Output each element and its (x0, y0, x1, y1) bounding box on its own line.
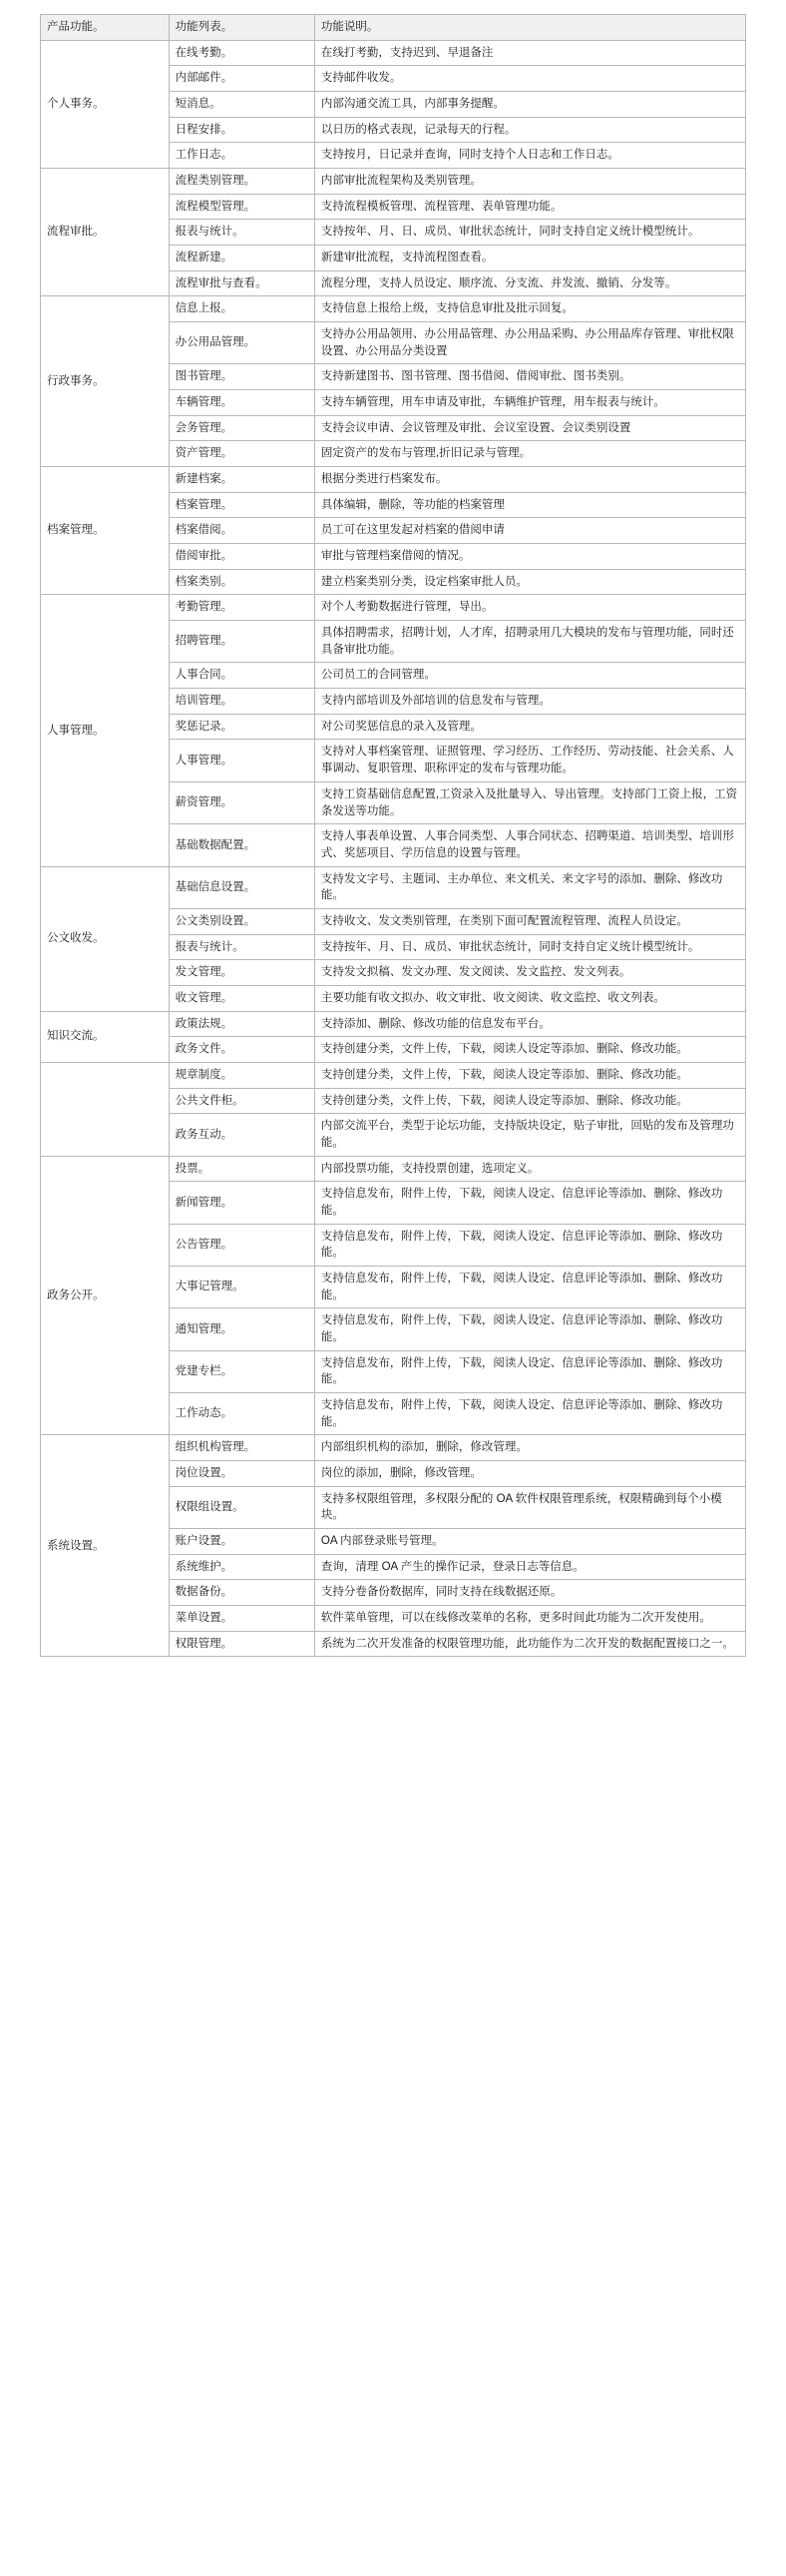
function-desc-cell: OA 内部登录账号管理。 (314, 1529, 745, 1555)
function-list-cell: 基础信息设置。 (169, 866, 314, 908)
function-desc-cell: 审批与管理档案借阅的情况。 (314, 544, 745, 570)
function-list-cell: 流程新建。 (169, 246, 314, 271)
function-desc-cell: 内部交流平台，类型于论坛功能，支持版块设定，贴子审批，回贴的发布及管理功能。 (314, 1114, 745, 1156)
function-desc-cell: 在线打考勤，支持迟到、早退备注 (314, 40, 745, 66)
function-desc-cell: 支持信息上报给上级，支持信息审批及批示回复。 (314, 296, 745, 322)
function-desc-cell: 支持邮件收发。 (314, 66, 745, 92)
function-desc-cell: 支持信息发布，附件上传，下载，阅读人设定、信息评论等添加、删除、修改功能。 (314, 1266, 745, 1307)
table-row (41, 1156, 746, 1182)
function-list-cell: 信息上报。 (169, 296, 314, 322)
function-desc-cell: 支持人事表单设置、人事合同类型、人事合同状态、招聘渠道、培训类型、培训形式、奖惩项目、学历信息的设置与管理。 (314, 824, 745, 866)
group-label: 系统设置。 (41, 1435, 170, 1657)
function-list-cell: 工作动态。 (169, 1392, 314, 1434)
table-row (41, 467, 746, 493)
function-desc-cell: 支持内部培训及外部培训的信息发布与管理。 (314, 689, 745, 715)
function-list-cell: 政务文件。 (169, 1037, 314, 1063)
function-list-cell: 菜单设置。 (169, 1606, 314, 1632)
function-list-cell: 新建档案。 (169, 467, 314, 493)
function-desc-cell: 具体编辑，删除，等功能的档案管理 (314, 492, 745, 518)
function-desc-cell: 支持创建分类，文件上传，下载，阅读人设定等添加、删除、修改功能。 (314, 1062, 745, 1088)
function-list-cell: 党建专栏。 (169, 1350, 314, 1392)
function-desc-cell: 以日历的格式表现，记录每天的行程。 (314, 117, 745, 143)
table-header (41, 15, 746, 41)
function-list-cell: 日程安排。 (169, 117, 314, 143)
function-desc-cell: 支持会议申请、会议管理及审批、会议室设置、会议类别设置 (314, 415, 745, 441)
function-desc-cell: 支持信息发布，附件上传，下载，阅读人设定、信息评论等添加、删除、修改功能。 (314, 1182, 745, 1224)
function-list-cell: 报表与统计。 (169, 220, 314, 246)
group-label (41, 1062, 170, 1156)
function-list-cell: 收文管理。 (169, 985, 314, 1011)
function-list-cell: 公共文件柜。 (169, 1088, 314, 1114)
table-header-row (41, 15, 746, 41)
function-desc-cell: 内部沟通交流工具，内部事务提醒。 (314, 92, 745, 118)
function-desc-cell: 员工可在这里发起对档案的借阅申请 (314, 518, 745, 544)
function-list-cell: 招聘管理。 (169, 621, 314, 663)
function-desc-cell: 支持发文字号、主题词、主办单位、来文机关、来文字号的添加、删除、修改功能。 (314, 866, 745, 908)
group-label: 个人事务。 (41, 40, 170, 168)
product-function-table (40, 14, 746, 1657)
function-desc-cell: 具体招聘需求，招聘计划，人才库，招聘录用几大模块的发布与管理功能，同时还具备审批功能。 (314, 621, 745, 663)
function-list-cell: 数据备份。 (169, 1580, 314, 1606)
function-list-cell: 公文类别设置。 (169, 908, 314, 934)
function-desc-cell: 支持信息发布，附件上传，下载，阅读人设定、信息评论等添加、删除、修改功能。 (314, 1392, 745, 1434)
function-list-cell: 在线考勤。 (169, 40, 314, 66)
function-list-cell: 基础数据配置。 (169, 824, 314, 866)
function-desc-cell: 支持创建分类，文件上传，下载，阅读人设定等添加、删除、修改功能。 (314, 1088, 745, 1114)
function-desc-cell: 支持按年、月、日、成员、审批状态统计，同时支持自定义统计模型统计。 (314, 934, 745, 960)
function-list-cell: 工作日志。 (169, 143, 314, 169)
function-list-cell: 报表与统计。 (169, 934, 314, 960)
function-list-cell: 岗位设置。 (169, 1460, 314, 1486)
function-list-cell: 档案借阅。 (169, 518, 314, 544)
table-row (41, 866, 746, 908)
function-desc-cell: 支持车辆管理，用车申请及审批，车辆维护管理，用车报表与统计。 (314, 390, 745, 416)
function-list-cell: 流程审批与查看。 (169, 270, 314, 296)
function-list-cell: 人事合同。 (169, 663, 314, 689)
function-list-cell: 组织机构管理。 (169, 1435, 314, 1461)
function-desc-cell: 内部组织机构的添加，删除，修改管理。 (314, 1435, 745, 1461)
table-body (41, 40, 746, 1657)
function-desc-cell: 支持流程模板管理、流程管理、表单管理功能。 (314, 194, 745, 220)
function-list-cell: 权限管理。 (169, 1631, 314, 1657)
function-desc-cell: 建立档案类别分类，设定档案审批人员。 (314, 569, 745, 595)
function-list-cell: 短消息。 (169, 92, 314, 118)
column-header-function-list: 功能列表。 (169, 15, 314, 41)
group-label: 政务公开。 (41, 1156, 170, 1435)
function-list-cell: 政务互动。 (169, 1114, 314, 1156)
function-list-cell: 发文管理。 (169, 960, 314, 986)
table-row (41, 595, 746, 621)
column-header-function-desc: 功能说明。 (314, 15, 745, 41)
function-desc-cell: 内部审批流程架构及类别管理。 (314, 169, 745, 195)
function-list-cell: 档案类别。 (169, 569, 314, 595)
function-desc-cell: 流程分理，支持人员设定、顺序流、分支流、并发流、撤销、分发等。 (314, 270, 745, 296)
group-label: 行政事务。 (41, 296, 170, 467)
table-row (41, 296, 746, 322)
function-list-cell: 车辆管理。 (169, 390, 314, 416)
function-list-cell: 新闻管理。 (169, 1182, 314, 1224)
group-label: 公文收发。 (41, 866, 170, 1011)
function-desc-cell: 支持发文拟稿、发文办理、发文阅读、发文监控、发文列表。 (314, 960, 745, 986)
function-list-cell: 人事管理。 (169, 740, 314, 781)
function-desc-cell: 支持对人事档案管理、证照管理、学习经历、工作经历、劳动技能、社会关系、人事调动、复职管理、职称评定的发布与管理功能。 (314, 740, 745, 781)
function-desc-cell: 支持多权限组管理，多权限分配的 OA 软件权限管理系统，权限精确到每个小模块。 (314, 1486, 745, 1528)
function-list-cell: 内部邮件。 (169, 66, 314, 92)
function-list-cell: 办公用品管理。 (169, 322, 314, 364)
function-desc-cell: 岗位的添加，删除，修改管理。 (314, 1460, 745, 1486)
function-desc-cell: 公司员工的合同管理。 (314, 663, 745, 689)
table-row (41, 169, 746, 195)
function-list-cell: 奖惩记录。 (169, 714, 314, 740)
function-desc-cell: 支持信息发布，附件上传，下载，阅读人设定、信息评论等添加、删除、修改功能。 (314, 1224, 745, 1266)
table-row (41, 1062, 746, 1088)
column-header-product-function: 产品功能。 (41, 15, 170, 41)
function-list-cell: 资产管理。 (169, 441, 314, 467)
function-list-cell: 考勤管理。 (169, 595, 314, 621)
function-desc-cell: 支持添加、删除、修改功能的信息发布平台。 (314, 1011, 745, 1037)
group-label: 知识交流。 (41, 1011, 170, 1062)
function-list-cell: 投票。 (169, 1156, 314, 1182)
function-list-cell: 图书管理。 (169, 364, 314, 390)
function-desc-cell: 对公司奖惩信息的录入及管理。 (314, 714, 745, 740)
function-desc-cell: 支持信息发布，附件上传，下载，阅读人设定、信息评论等添加、删除、修改功能。 (314, 1350, 745, 1392)
function-desc-cell: 支持分卷备份数据库，同时支持在线数据还原。 (314, 1580, 745, 1606)
function-list-cell: 公告管理。 (169, 1224, 314, 1266)
function-list-cell: 规章制度。 (169, 1062, 314, 1088)
function-list-cell: 权限组设置。 (169, 1486, 314, 1528)
function-list-cell: 会务管理。 (169, 415, 314, 441)
table-row (41, 1011, 746, 1037)
function-list-cell: 大事记管理。 (169, 1266, 314, 1307)
function-desc-cell: 支持收文、发文类别管理，在类别下面可配置流程管理、流程人员设定。 (314, 908, 745, 934)
function-desc-cell: 根据分类进行档案发布。 (314, 467, 745, 493)
function-desc-cell: 支持按月，日记录并查询，同时支持个人日志和工作日志。 (314, 143, 745, 169)
function-desc-cell: 主要功能有收文拟办、收文审批、收文阅读、收文监控、收文列表。 (314, 985, 745, 1011)
function-list-cell: 薪资管理。 (169, 781, 314, 823)
function-list-cell: 档案管理。 (169, 492, 314, 518)
function-desc-cell: 支持信息发布，附件上传，下载，阅读人设定、信息评论等添加、删除、修改功能。 (314, 1308, 745, 1350)
function-list-cell: 账户设置。 (169, 1529, 314, 1555)
function-desc-cell: 固定资产的发布与管理,折旧记录与管理。 (314, 441, 745, 467)
function-list-cell: 流程类别管理。 (169, 169, 314, 195)
function-desc-cell: 内部投票功能，支持投票创建，选项定义。 (314, 1156, 745, 1182)
function-desc-cell: 支持按年、月、日、成员、审批状态统计，同时支持自定义统计模型统计。 (314, 220, 745, 246)
function-desc-cell: 系统为二次开发准备的权限管理功能，此功能作为二次开发的数据配置接口之一。 (314, 1631, 745, 1657)
function-desc-cell: 对个人考勤数据进行管理，导出。 (314, 595, 745, 621)
function-desc-cell: 支持创建分类，文件上传，下载，阅读人设定等添加、删除、修改功能。 (314, 1037, 745, 1063)
function-desc-cell: 支持工资基础信息配置,工资录入及批量导入、导出管理。支持部门工资上报，工资条发送等功能。 (314, 781, 745, 823)
function-list-cell: 政策法规。 (169, 1011, 314, 1037)
function-list-cell: 通知管理。 (169, 1308, 314, 1350)
table-row (41, 40, 746, 66)
table-row (41, 1435, 746, 1461)
function-desc-cell: 新建审批流程，支持流程图查看。 (314, 246, 745, 271)
function-list-cell: 系统维护。 (169, 1554, 314, 1580)
function-desc-cell: 支持新建图书、图书管理、图书借阅、借阅审批、图书类别。 (314, 364, 745, 390)
group-label: 档案管理。 (41, 467, 170, 595)
group-label: 人事管理。 (41, 595, 170, 866)
function-list-cell: 培训管理。 (169, 689, 314, 715)
function-list-cell: 流程模型管理。 (169, 194, 314, 220)
function-desc-cell: 软件菜单管理，可以在线修改菜单的名称，更多时间此功能为二次开发使用。 (314, 1606, 745, 1632)
group-label: 流程审批。 (41, 169, 170, 296)
function-desc-cell: 查询，清理 OA 产生的操作记录，登录日志等信息。 (314, 1554, 745, 1580)
function-desc-cell: 支持办公用品领用、办公用品管理、办公用品采购、办公用品库存管理、审批权限设置、办公用品分类设置 (314, 322, 745, 364)
function-list-cell: 借阅审批。 (169, 544, 314, 570)
